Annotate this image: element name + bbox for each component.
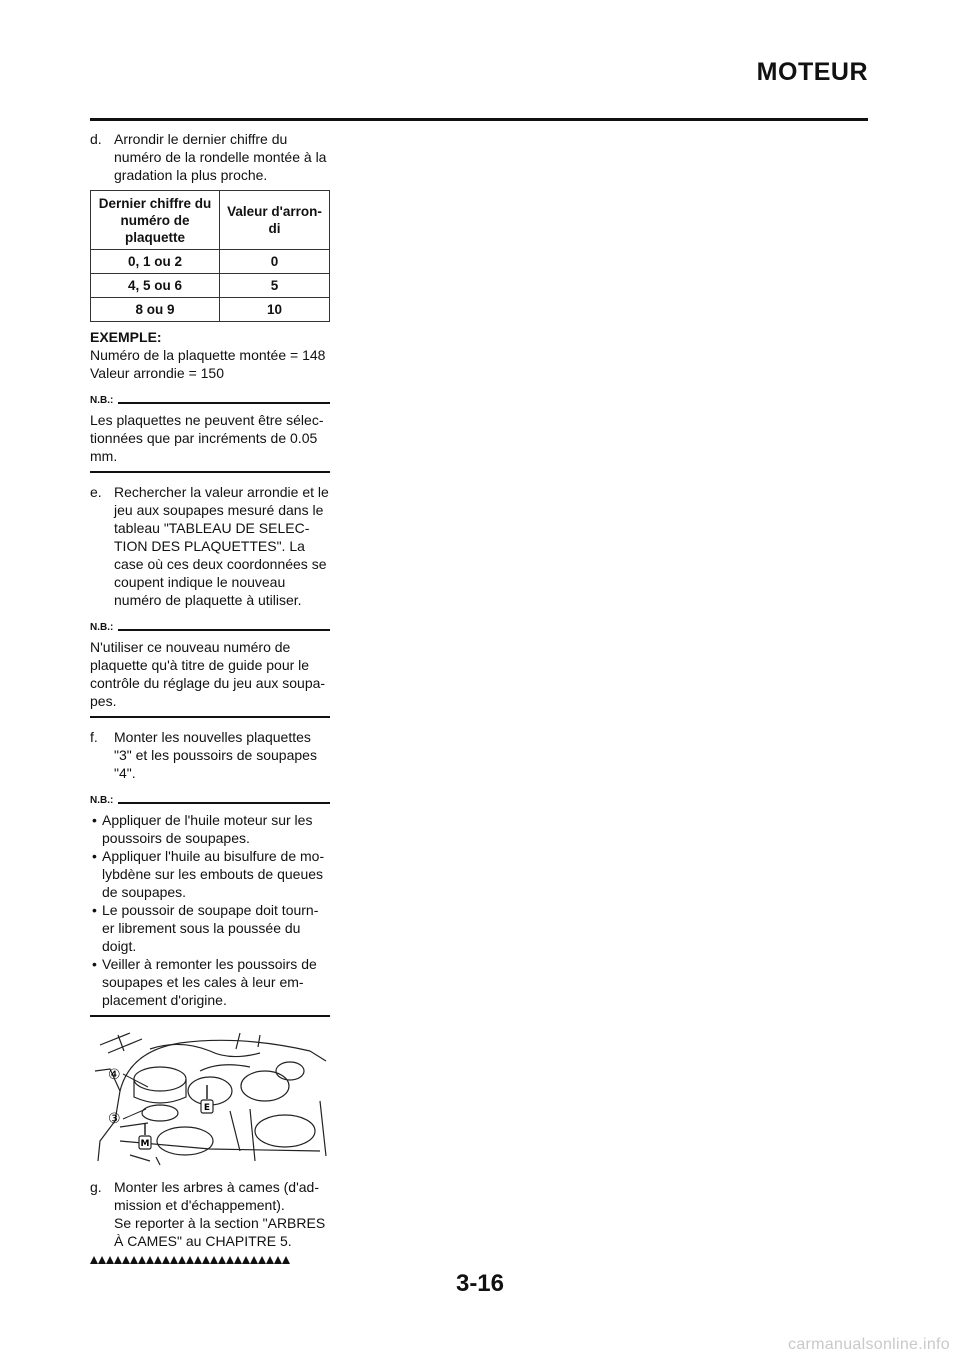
content-column bbox=[90, 130, 330, 1264]
molybdenum-oil-icon bbox=[139, 1123, 151, 1149]
table-cell: 0 bbox=[220, 250, 330, 274]
step-text: Arrondir le dernier chiffre du numéro de la rondelle montée à la gradation la plus proche. bbox=[114, 131, 327, 183]
table-header-cell: Dernier chiffre du numéro de plaquette bbox=[91, 191, 220, 250]
note-text: Les plaquettes ne peuvent être sélec-tionnées que par incréments de 0.05 mm. bbox=[90, 412, 324, 464]
table-cell: 4, 5 ou 6 bbox=[91, 274, 220, 298]
header-rule bbox=[90, 118, 868, 121]
bullet-dot: • bbox=[92, 902, 97, 918]
step-letter: d. bbox=[90, 131, 102, 147]
example-line: Valeur arrondie = 150 bbox=[90, 365, 224, 381]
step-f bbox=[90, 728, 330, 782]
bullet-dot: • bbox=[92, 956, 97, 972]
engine-head-drawing bbox=[90, 1031, 330, 1166]
step-text: Monter les nouvelles plaquettes "3" et les poussoirs de soupapes "4". bbox=[114, 729, 317, 781]
table-cell: 0, 1 ou 2 bbox=[91, 250, 220, 274]
bullet-dot: • bbox=[92, 848, 97, 864]
note-label: N.B.: bbox=[90, 622, 114, 633]
example-line: Numéro de la plaquette montée = 148 bbox=[90, 347, 326, 363]
note-header bbox=[90, 619, 330, 637]
note-2 bbox=[90, 619, 330, 718]
step-reference: Se reporter à la section "ARBRES À CAMES" au CHAPITRE 5. bbox=[114, 1215, 326, 1249]
example-title: EXEMPLE: bbox=[90, 329, 162, 345]
engine-oil-icon bbox=[201, 1085, 213, 1113]
bullet-text: Appliquer de l'huile moteur sur les poussoirs de soupapes. bbox=[102, 812, 313, 846]
note-rule bbox=[118, 802, 330, 804]
page-number: 3-16 bbox=[455, 1270, 505, 1297]
bullet-text: Appliquer l'huile au bisulfure de mo-lybdène sur les embouts de queues de soupapes. bbox=[102, 848, 325, 900]
note-end-rule bbox=[90, 1015, 330, 1017]
table-header-row bbox=[91, 191, 330, 250]
note-header bbox=[90, 792, 330, 810]
list-item bbox=[90, 955, 330, 1009]
table-cell: 8 ou 9 bbox=[91, 298, 220, 322]
section-end-marker bbox=[90, 1256, 330, 1264]
bullet-text: Le poussoir de soupape doit tourn-er librement sous la poussée du doigt. bbox=[102, 902, 319, 954]
note-rule bbox=[118, 402, 330, 404]
note-label: N.B.: bbox=[90, 795, 114, 806]
moly-icon-letter: M bbox=[140, 1139, 150, 1149]
oil-icon-letter: E bbox=[203, 1103, 211, 1113]
step-text: Rechercher la valeur arrondie et le jeu aux soupapes mesuré dans le tableau "TABLEAU DE SELEC-TION DES PLAQUETTES". La case où ces deux coordonnées se coupent indique le nouveau numéro de plaquette à utiliser. bbox=[114, 484, 329, 608]
note-3 bbox=[90, 792, 330, 1017]
bullet-dot: • bbox=[92, 812, 97, 828]
step-g bbox=[90, 1178, 330, 1250]
step-letter: e. bbox=[90, 484, 102, 500]
example-block bbox=[90, 328, 330, 382]
step-text-block bbox=[114, 1178, 330, 1250]
callout-4: ④ bbox=[108, 1067, 121, 1083]
valve-lifter-illustration bbox=[90, 1031, 330, 1166]
step-text: Monter les arbres à cames (d'ad-mission et d'échappement). bbox=[114, 1179, 319, 1213]
note-end-rule bbox=[90, 471, 330, 473]
rounding-table bbox=[90, 190, 330, 322]
table-row bbox=[91, 298, 330, 322]
note-rule bbox=[118, 629, 330, 631]
step-letter: f. bbox=[90, 729, 98, 745]
note-bullets bbox=[90, 811, 330, 1009]
note-label: N.B.: bbox=[90, 395, 114, 406]
step-d bbox=[90, 130, 330, 184]
note-1 bbox=[90, 392, 330, 473]
page-header-title: MOTEUR bbox=[756, 58, 868, 86]
step-letter: g. bbox=[90, 1179, 102, 1195]
bullet-text: Veiller à remonter les poussoirs de soupapes et les cales à leur em-placement d'origine. bbox=[102, 956, 317, 1008]
table-cell: 5 bbox=[220, 274, 330, 298]
table-row bbox=[91, 250, 330, 274]
note-header bbox=[90, 392, 330, 410]
table-header-cell: Valeur d'arron-di bbox=[220, 191, 330, 250]
table-row bbox=[91, 274, 330, 298]
note-end-rule bbox=[90, 716, 330, 718]
list-item bbox=[90, 901, 330, 955]
watermark: carmanualsonline.info bbox=[788, 1336, 950, 1353]
list-item bbox=[90, 847, 330, 901]
table-cell: 10 bbox=[220, 298, 330, 322]
note-text: N'utiliser ce nouveau numéro de plaquette qu'à titre de guide pour le contrôle du réglage du jeu aux soupa-pes. bbox=[90, 639, 326, 709]
step-e bbox=[90, 483, 330, 609]
list-item bbox=[90, 811, 330, 847]
callout-3: ③ bbox=[108, 1111, 121, 1127]
